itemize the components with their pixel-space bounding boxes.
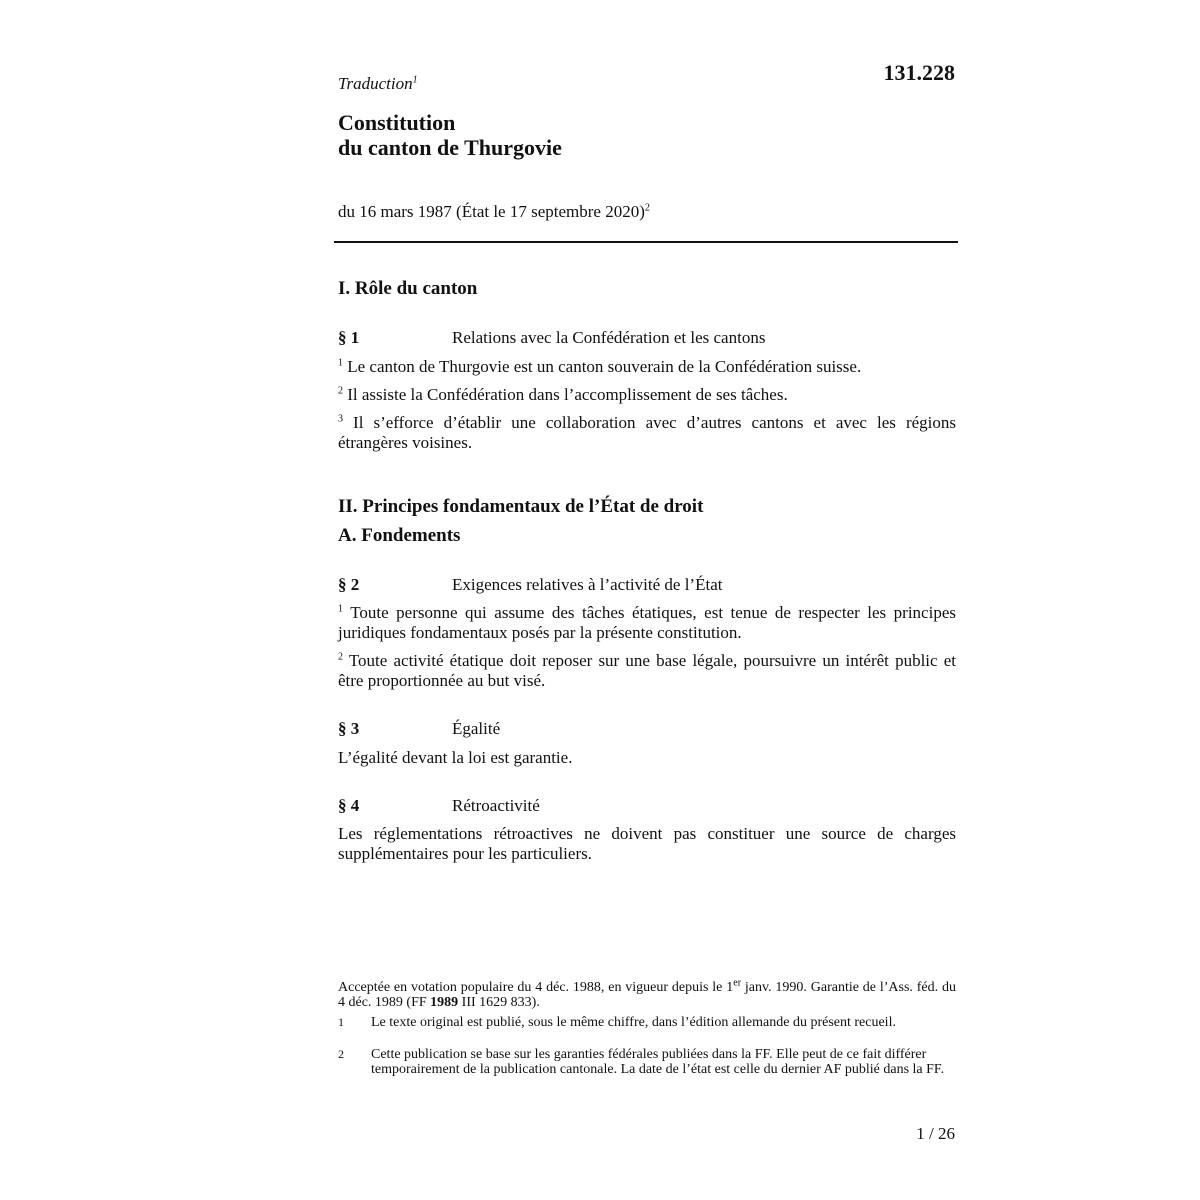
title-line-2: du canton de Thurgovie <box>338 135 562 160</box>
alinea-number: 3 <box>338 413 343 425</box>
paragraph-title: Relations avec la Confédération et les cantons <box>452 328 766 347</box>
paragraph-heading-4 <box>338 796 956 816</box>
paragraph-heading-1 <box>338 328 956 348</box>
subsection-heading-a: A. Fondements <box>338 525 461 546</box>
paragraph-title: Égalité <box>452 719 501 738</box>
paragraph-2-alinea-2 <box>338 651 956 691</box>
date-text: du 16 mars 1987 (État le 17 septembre 2020) <box>338 202 645 221</box>
paragraph-number: § 2 <box>338 575 360 594</box>
footnote-intro-bold: 1989 <box>430 995 459 1010</box>
alinea-text: Toute personne qui assume des tâches étatiques, est tenue de respecter les principes juridiques fondamentaux posés par la présente constitution. <box>338 603 956 642</box>
alinea-text: Le canton de Thurgovie est un canton souverain de la Confédération suisse. <box>347 357 862 376</box>
paragraph-number: § 1 <box>338 328 360 347</box>
footnote-ref: 1 <box>412 74 418 86</box>
paragraph-2-alinea-1 <box>338 603 956 643</box>
section-heading-2: II. Principes fondamentaux de l’État de droit <box>338 496 704 517</box>
header-divider <box>334 241 958 243</box>
paragraph-heading-2 <box>338 575 956 595</box>
paragraph-heading-3 <box>338 719 956 739</box>
paragraph-3-text: L’égalité devant la loi est garantie. <box>338 748 573 767</box>
footnote-intro <box>338 977 956 1010</box>
title-line-1: Constitution <box>338 110 456 135</box>
paragraph-1-alinea-2 <box>338 385 956 405</box>
paragraph-1-alinea-3 <box>338 413 956 453</box>
footnote-number: 1 <box>338 1015 344 1029</box>
footnote-text: Cette publication se base sur les garanties fédérales publiées dans la FF. Elle peut de ce fait différer temporairement de la publication cantonale. La date de l’état est celle du dernier AF publié dans la FF. <box>371 1047 945 1077</box>
paragraph-title: Exigences relatives à l’activité de l’État <box>452 575 723 594</box>
alinea-number: 1 <box>338 603 343 615</box>
paragraph-title: Rétroactivité <box>452 796 540 815</box>
alinea-number: 2 <box>338 385 343 397</box>
document-date <box>338 202 650 222</box>
footnote-intro-sup: er <box>733 977 742 989</box>
footnote-intro-part: Acceptée en votation populaire du 4 déc. 1988, en vigueur depuis le 1 <box>338 980 734 995</box>
document-title <box>338 110 562 160</box>
alinea-number: 1 <box>338 357 343 369</box>
paragraph-number: § 4 <box>338 796 360 815</box>
paragraph-4-text: Les réglementations rétroactives ne doivent pas constituer une source de charges supplémentaires pour les particuliers. <box>338 824 956 863</box>
alinea-text: Il assiste la Confédération dans l’accomplissement de ses tâches. <box>347 385 788 404</box>
section-heading-1: I. Rôle du canton <box>338 278 478 299</box>
page-number: 1 / 26 <box>916 1124 955 1143</box>
footnote-intro-part: III 1629 833). <box>458 995 540 1010</box>
paragraph-number: § 3 <box>338 719 360 738</box>
translation-text: Traduction <box>338 74 413 93</box>
alinea-text: Il s’efforce d’établir une collaboration avec d’autres cantons et avec les régions étrangères voisines. <box>338 413 956 452</box>
footnote-intro-part: janv. 1990. Garantie de l’Ass. féd. du 4 déc. 1989 (FF <box>338 980 956 1010</box>
footnote-number: 2 <box>338 1047 344 1061</box>
alinea-text: Toute activité étatique doit reposer sur une base légale, poursuivre un intérêt public et être proportionnée au but visé. <box>338 651 956 690</box>
footnote-ref: 2 <box>644 202 650 214</box>
translation-label <box>338 74 418 94</box>
footnote-text: Le texte original est publié, sous le même chiffre, dans l’édition allemande du présent recueil. <box>371 1015 896 1030</box>
alinea-number: 2 <box>338 651 343 663</box>
paragraph-1-alinea-1 <box>338 357 956 377</box>
document-number: 131.228 <box>883 60 955 85</box>
